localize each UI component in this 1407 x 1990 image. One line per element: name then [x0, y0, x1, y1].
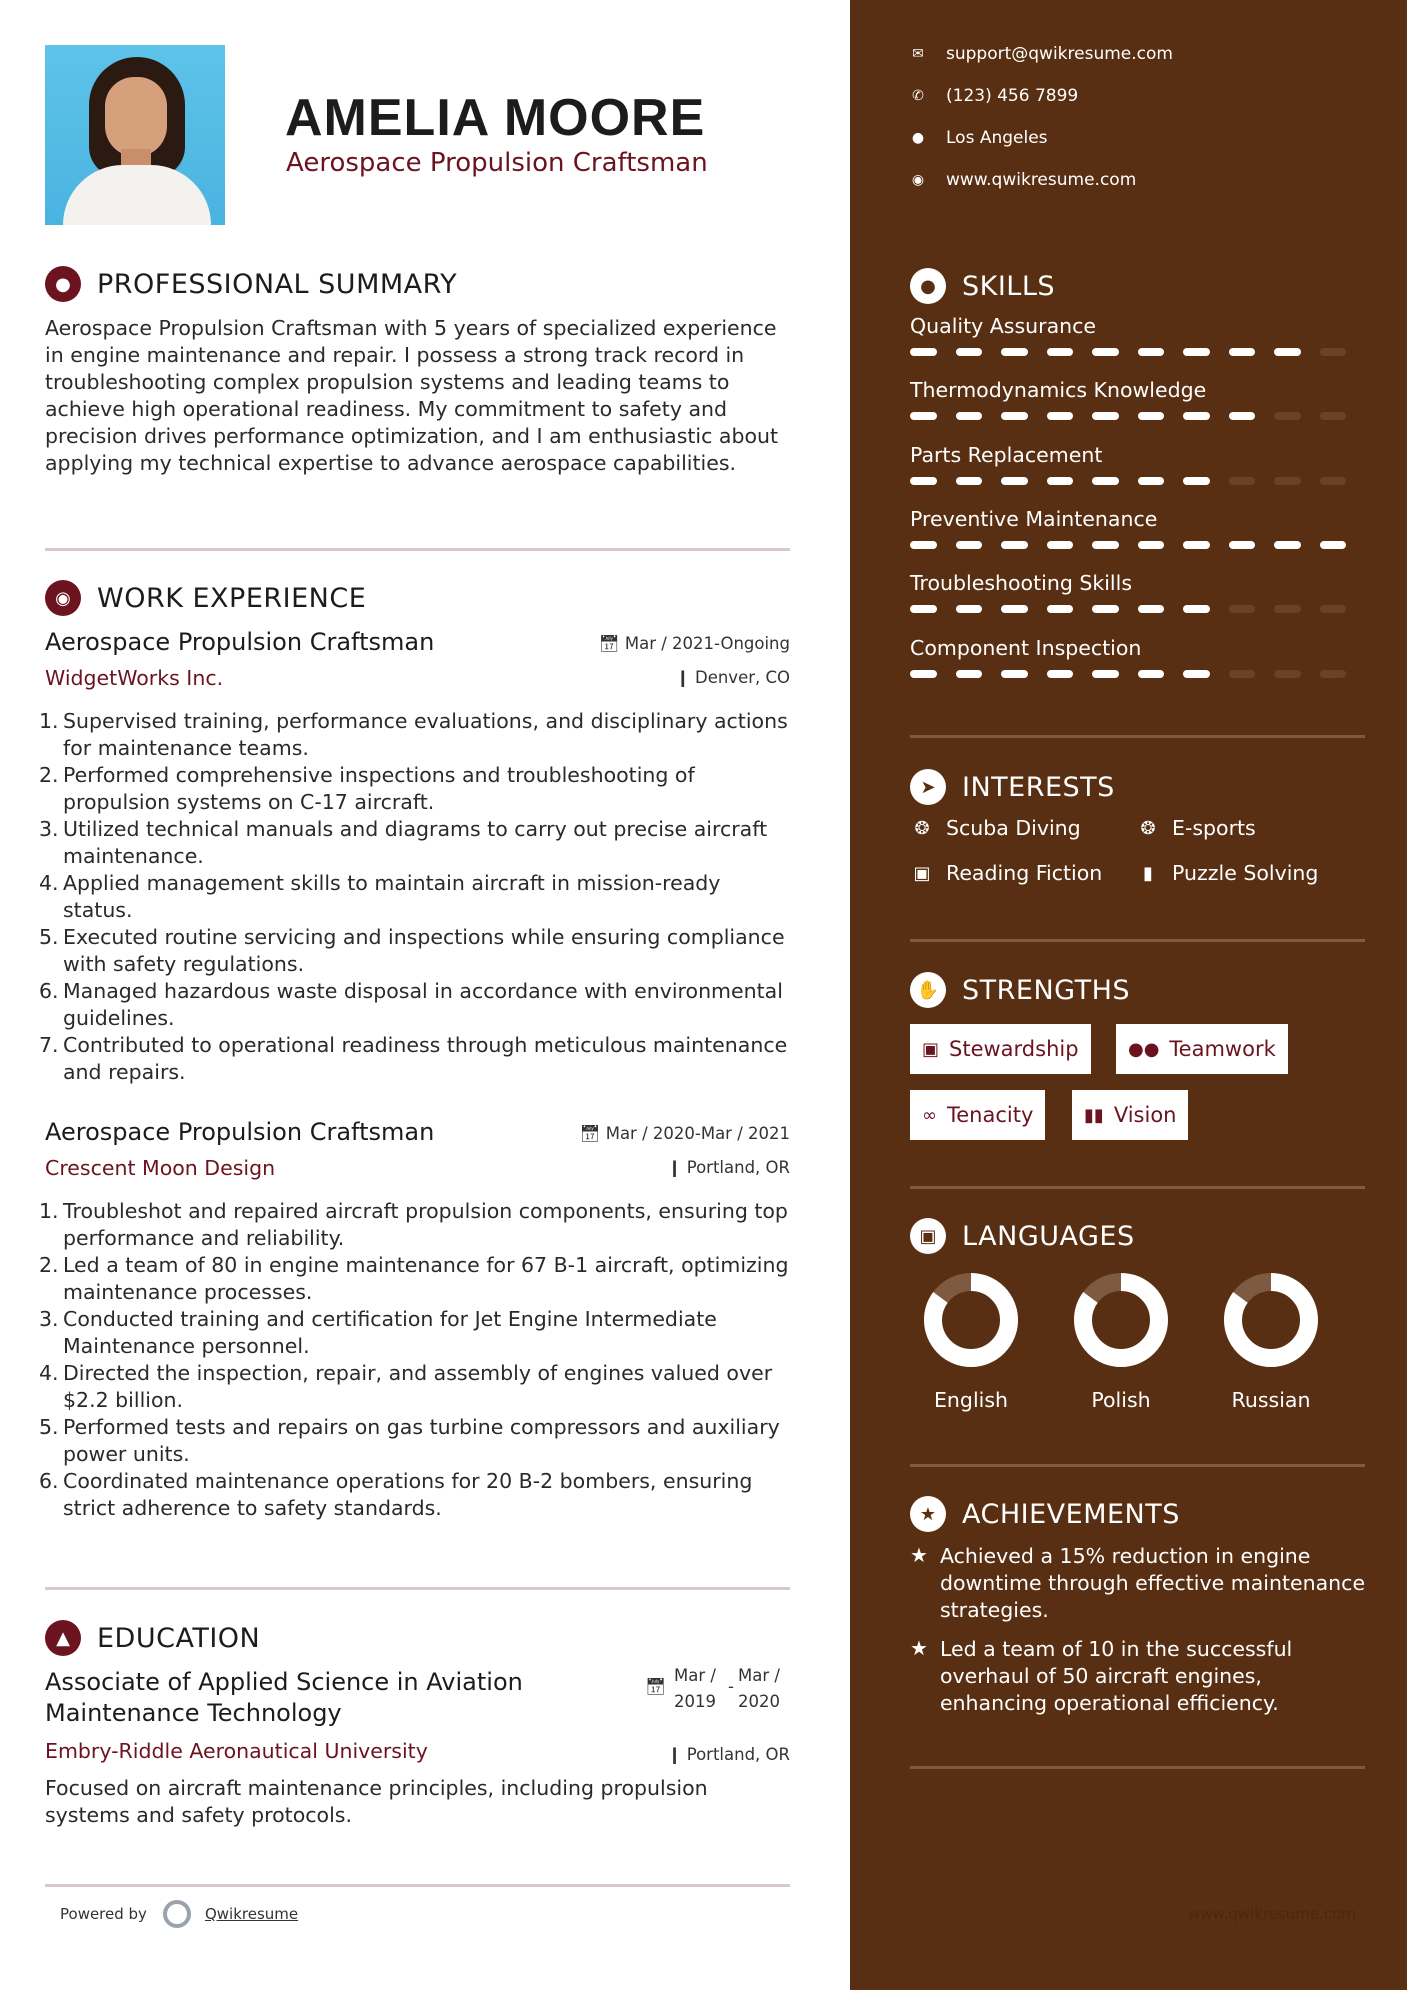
job-duties: [39, 1198, 790, 1522]
contact-phone[interactable]: ✆ (123) 456 7899: [910, 86, 1078, 106]
skill-dot: [1047, 541, 1074, 549]
qwikresume-logo-icon: [163, 1900, 191, 1928]
skill-dot: [910, 541, 937, 549]
divider: [910, 939, 1365, 942]
job-duties: [39, 708, 790, 1086]
skill-level-bar: [910, 541, 1365, 549]
paper-plane-icon: ➤: [910, 769, 946, 805]
lifebuoy-icon: ❂: [914, 817, 930, 839]
interests-heading: [910, 769, 1115, 805]
skill-dot: [910, 412, 937, 420]
job-company: WidgetWorks Inc.: [45, 666, 224, 690]
language-item: [1056, 1270, 1186, 1412]
gamepad-icon: ▣: [913, 862, 931, 884]
list-item: 6. Coordinated maintenance operations for 20 B-2 bombers, ensuring strict adherence to safety standards.: [39, 1469, 753, 1520]
watermark: www.qwikresume.com: [1188, 1905, 1356, 1923]
skill-dot: [1320, 605, 1347, 613]
skill-dot: [1001, 541, 1028, 549]
list-item: 6. Managed hazardous waste disposal in accordance with environmental guidelines.: [39, 979, 783, 1030]
skill-dot: [1274, 348, 1301, 356]
phone-icon: ✆: [912, 88, 924, 104]
language-level-ring: [921, 1270, 1021, 1370]
list-item: 7. Contributed to operational readiness through meticulous maintenance and repairs.: [39, 1033, 788, 1084]
job-role: Aerospace Propulsion Craftsman: [45, 1118, 435, 1146]
skills-heading: [910, 268, 1055, 304]
profile-photo: [45, 45, 225, 225]
job-dates: [599, 634, 790, 654]
contact-website[interactable]: ◉ www.qwikresume.com: [911, 170, 1137, 190]
job-dates-text: Mar / 2021-Ongoing: [624, 634, 790, 653]
language-item: [1206, 1270, 1336, 1412]
divider: [45, 1587, 790, 1590]
skill-dot: [1138, 605, 1165, 613]
skill-dot: [1047, 412, 1074, 420]
graduation-cap-icon: ▲: [45, 1620, 81, 1656]
skill-dot: [1229, 541, 1256, 549]
skill-dot: [1092, 348, 1119, 356]
list-item: 3. Conducted training and certification for Jet Engine Intermediate Maintenance personnel.: [39, 1307, 717, 1358]
pin-icon: ❙: [675, 668, 690, 687]
skill-dot: [1001, 477, 1028, 485]
skill-name: Parts Replacement: [910, 443, 1103, 467]
skill-dot: [1229, 412, 1256, 420]
achievements-title: ACHIEVEMENTS: [962, 1498, 1180, 1530]
job-location: [676, 668, 790, 687]
skill-item: [910, 571, 1365, 613]
list-item: 2. Performed comprehensive inspections and troubleshooting of propulsion systems on C-17 aircraft.: [39, 763, 695, 814]
skill-dot: [1138, 412, 1165, 420]
achievement-item: ★ Achieved a 15% reduction in engine downtime through effective maintenance strategies.: [910, 1543, 1366, 1622]
star-icon: ★: [910, 1543, 928, 1567]
skill-dot: [956, 541, 983, 549]
skill-dot: [1047, 670, 1074, 678]
link-icon: ∞: [922, 1104, 937, 1126]
language-icon: ▣: [910, 1218, 946, 1254]
briefcase-icon: ◉: [45, 580, 81, 616]
pin-icon: ❙: [667, 1745, 682, 1764]
skill-dot: [910, 477, 937, 485]
interest-item: ❂ E-sports: [1136, 816, 1256, 840]
user-icon: ●: [45, 266, 81, 302]
skill-dot: [1092, 670, 1119, 678]
achievement-item: ★ Led a team of 10 in the successful overhaul of 50 aircraft engines, enhancing operational efficiency.: [910, 1636, 1293, 1715]
skill-item: [910, 507, 1365, 549]
job-role: Aerospace Propulsion Craftsman: [45, 628, 435, 656]
summary-text: Aerospace Propulsion Craftsman with 5 years of specialized experience in engine maintenance and repair. I possess a strong track record in troubleshooting complex propulsion systems and leading teams to achieve high operational readiness. My commitment to safety and precision drives performance optimization, and I am enthusiastic about applying my technical expertise to advance aerospace capabilities.: [45, 316, 779, 475]
experience-heading: [45, 580, 366, 616]
calendar-icon: 📅︎: [645, 1677, 667, 1696]
skill-dot: [1274, 670, 1301, 678]
experience-title: WORK EXPERIENCE: [97, 582, 367, 614]
education-description: Focused on aircraft maintenance principles, including propulsion systems and safety protocols.: [45, 1776, 708, 1827]
map-marker-icon: ●: [911, 130, 925, 146]
education-entry: [45, 1667, 790, 1829]
calendar-icon: 📅︎: [579, 1124, 601, 1143]
sidebar: [850, 0, 1407, 1990]
skill-dot: [910, 605, 937, 613]
pin-icon: ❙: [667, 1158, 682, 1177]
skill-item: [910, 314, 1365, 356]
job-dates-text: Mar / 2020-Mar / 2021: [605, 1124, 790, 1143]
list-item: 3. Utilized technical manuals and diagrams to carry out precise aircraft maintenance.: [39, 817, 768, 868]
brand-link[interactable]: Qwikresume: [204, 1905, 299, 1923]
briefcase-icon: ▣: [922, 1038, 940, 1060]
list-item: 2. Led a team of 80 in engine maintenance for 67 B-1 aircraft, optimizing maintenance processes.: [39, 1253, 789, 1304]
skill-name: Troubleshooting Skills: [910, 571, 1133, 595]
skill-dot: [1320, 412, 1347, 420]
skill-item: [910, 443, 1365, 485]
skill-dot: [1092, 477, 1119, 485]
skill-dot: [1229, 605, 1256, 613]
list-item: 1. Supervised training, performance evaluations, and disciplinary actions for maintenance teams.: [39, 709, 788, 760]
skill-level-bar: [910, 348, 1365, 356]
skill-dot: [1138, 348, 1165, 356]
degree: Associate of Applied Science in Aviation Maintenance Technology: [45, 1668, 523, 1727]
skill-dot: [1274, 477, 1301, 485]
skill-dot: [1138, 670, 1165, 678]
skill-dot: [1320, 541, 1347, 549]
skill-dot: [956, 605, 983, 613]
job-location: [668, 1158, 790, 1177]
calendar-icon: 📅︎: [598, 634, 620, 653]
skill-dot: [910, 670, 937, 678]
skill-dot: [1274, 605, 1301, 613]
languages-title: LANGUAGES: [962, 1220, 1135, 1252]
candidate-name: AMELIA MOORE: [285, 89, 706, 147]
job-dates: [580, 1124, 791, 1144]
language-name: Polish: [1091, 1388, 1151, 1412]
skill-name: Preventive Maintenance: [910, 507, 1158, 531]
achievements-heading: [910, 1496, 1180, 1532]
interest-item: ▮ Puzzle Solving: [1136, 861, 1318, 885]
skill-name: Component Inspection: [910, 636, 1142, 660]
skill-dot: [1229, 348, 1256, 356]
skill-level-bar: [910, 670, 1365, 678]
skill-item: [910, 636, 1365, 678]
job-entry: [39, 1118, 790, 1522]
summary-title: PROFESSIONAL SUMMARY: [97, 268, 458, 300]
skill-dot: [1092, 605, 1119, 613]
skill-dot: [1138, 477, 1165, 485]
job-location-text: Portland, OR: [686, 1158, 790, 1177]
powered-by: [60, 1900, 298, 1928]
skill-dot: [956, 412, 983, 420]
list-item: 4. Applied management skills to maintain aircraft in mission-ready status.: [39, 871, 721, 922]
skill-dot: [956, 348, 983, 356]
interests-title: INTERESTS: [962, 771, 1115, 803]
divider: [45, 548, 790, 551]
powered-by-label: Powered by: [60, 1905, 147, 1923]
job-company: Crescent Moon Design: [45, 1156, 276, 1180]
interest-item: ❂ Scuba Diving: [910, 816, 1081, 840]
strength-badge: ●● Teamwork: [1116, 1024, 1288, 1074]
education-location: ❙ Portland, OR: [667, 1745, 790, 1764]
languages-heading: [910, 1218, 1135, 1254]
language-name: Russian: [1231, 1388, 1311, 1412]
skill-dot: [1001, 412, 1028, 420]
skill-dot: [1183, 541, 1210, 549]
list-item: 4. Directed the inspection, repair, and assembly of engines valued over $2.2 billion.: [39, 1361, 773, 1412]
book-icon: ▮: [1143, 862, 1153, 884]
strengths-title: STRENGTHS: [962, 974, 1131, 1006]
summary-heading: [45, 266, 457, 302]
fist-icon: ✋: [910, 972, 946, 1008]
skill-dot: [1092, 412, 1119, 420]
envelope-icon: ✉: [912, 46, 924, 62]
job-location-text: Denver, CO: [694, 668, 790, 687]
skill-dot: [1001, 670, 1028, 678]
skill-dot: [1001, 605, 1028, 613]
binoculars-icon: ▮▮: [1084, 1104, 1104, 1126]
skill-dot: [1183, 670, 1210, 678]
skill-dot: [910, 348, 937, 356]
skill-dot: [1047, 348, 1074, 356]
users-icon: ●●: [1128, 1038, 1160, 1060]
skill-dot: [1229, 477, 1256, 485]
divider: [910, 1464, 1365, 1467]
skill-dot: [1001, 348, 1028, 356]
lifebuoy-icon: ❂: [1140, 817, 1156, 839]
education-heading: [45, 1620, 260, 1656]
list-item: 1. Troubleshot and repaired aircraft propulsion components, ensuring top performance and reliability.: [39, 1199, 788, 1250]
strengths-heading: [910, 972, 1130, 1008]
divider: [45, 1884, 790, 1887]
skill-name: Thermodynamics Knowledge: [910, 378, 1207, 402]
list-item: 5. Performed tests and repairs on gas turbine compressors and auxiliary power units.: [39, 1415, 780, 1466]
skill-level-bar: [910, 605, 1365, 613]
skill-dot: [1138, 541, 1165, 549]
skill-dot: [1274, 541, 1301, 549]
lightbulb-icon: ●: [910, 268, 946, 304]
language-item: [906, 1270, 1036, 1412]
skill-level-bar: [910, 412, 1365, 420]
divider: [910, 1186, 1365, 1189]
skill-dot: [1183, 605, 1210, 613]
divider: [910, 735, 1365, 738]
star-icon: ★: [910, 1636, 928, 1660]
skill-item: [910, 378, 1365, 420]
contact-email[interactable]: ✉ support@qwikresume.com: [910, 44, 1173, 64]
skill-dot: [956, 670, 983, 678]
skill-dot: [1274, 412, 1301, 420]
candidate-title: Aerospace Propulsion Craftsman: [286, 148, 708, 178]
skill-dot: [1183, 412, 1210, 420]
language-level-ring: [1071, 1270, 1171, 1370]
skill-dot: [1320, 670, 1347, 678]
skills-title: SKILLS: [962, 270, 1056, 302]
language-name: English: [933, 1388, 1009, 1412]
education-dates: 📅︎ Mar / 2019 - Mar / 2020: [645, 1666, 780, 1711]
skill-dot: [1092, 541, 1119, 549]
globe-icon: ◉: [911, 172, 925, 188]
skill-dot: [1320, 477, 1347, 485]
star-badge-icon: ★: [910, 1496, 946, 1532]
interest-item: ▣ Reading Fiction: [910, 861, 1102, 885]
divider: [910, 1766, 1365, 1769]
skill-level-bar: [910, 477, 1365, 485]
skill-dot: [1047, 605, 1074, 613]
education-title: EDUCATION: [97, 1622, 261, 1654]
school: Embry-Riddle Aeronautical University: [45, 1739, 428, 1763]
list-item: 5. Executed routine servicing and inspections while ensuring compliance with safety regulations.: [39, 925, 785, 976]
skill-dot: [1320, 348, 1347, 356]
language-level-ring: [1221, 1270, 1321, 1370]
strength-badge: ▣ Stewardship: [910, 1024, 1091, 1074]
skill-dot: [1047, 477, 1074, 485]
contact-location: ● Los Angeles: [911, 128, 1048, 148]
strength-badge: ∞ Tenacity: [910, 1090, 1045, 1140]
skill-dot: [956, 477, 983, 485]
skill-dot: [1183, 348, 1210, 356]
strength-badge: ▮▮ Vision: [1072, 1090, 1188, 1140]
skill-dot: [1229, 670, 1256, 678]
skill-name: Quality Assurance: [910, 314, 1097, 338]
skill-dot: [1183, 477, 1210, 485]
job-entry: [39, 628, 790, 1086]
